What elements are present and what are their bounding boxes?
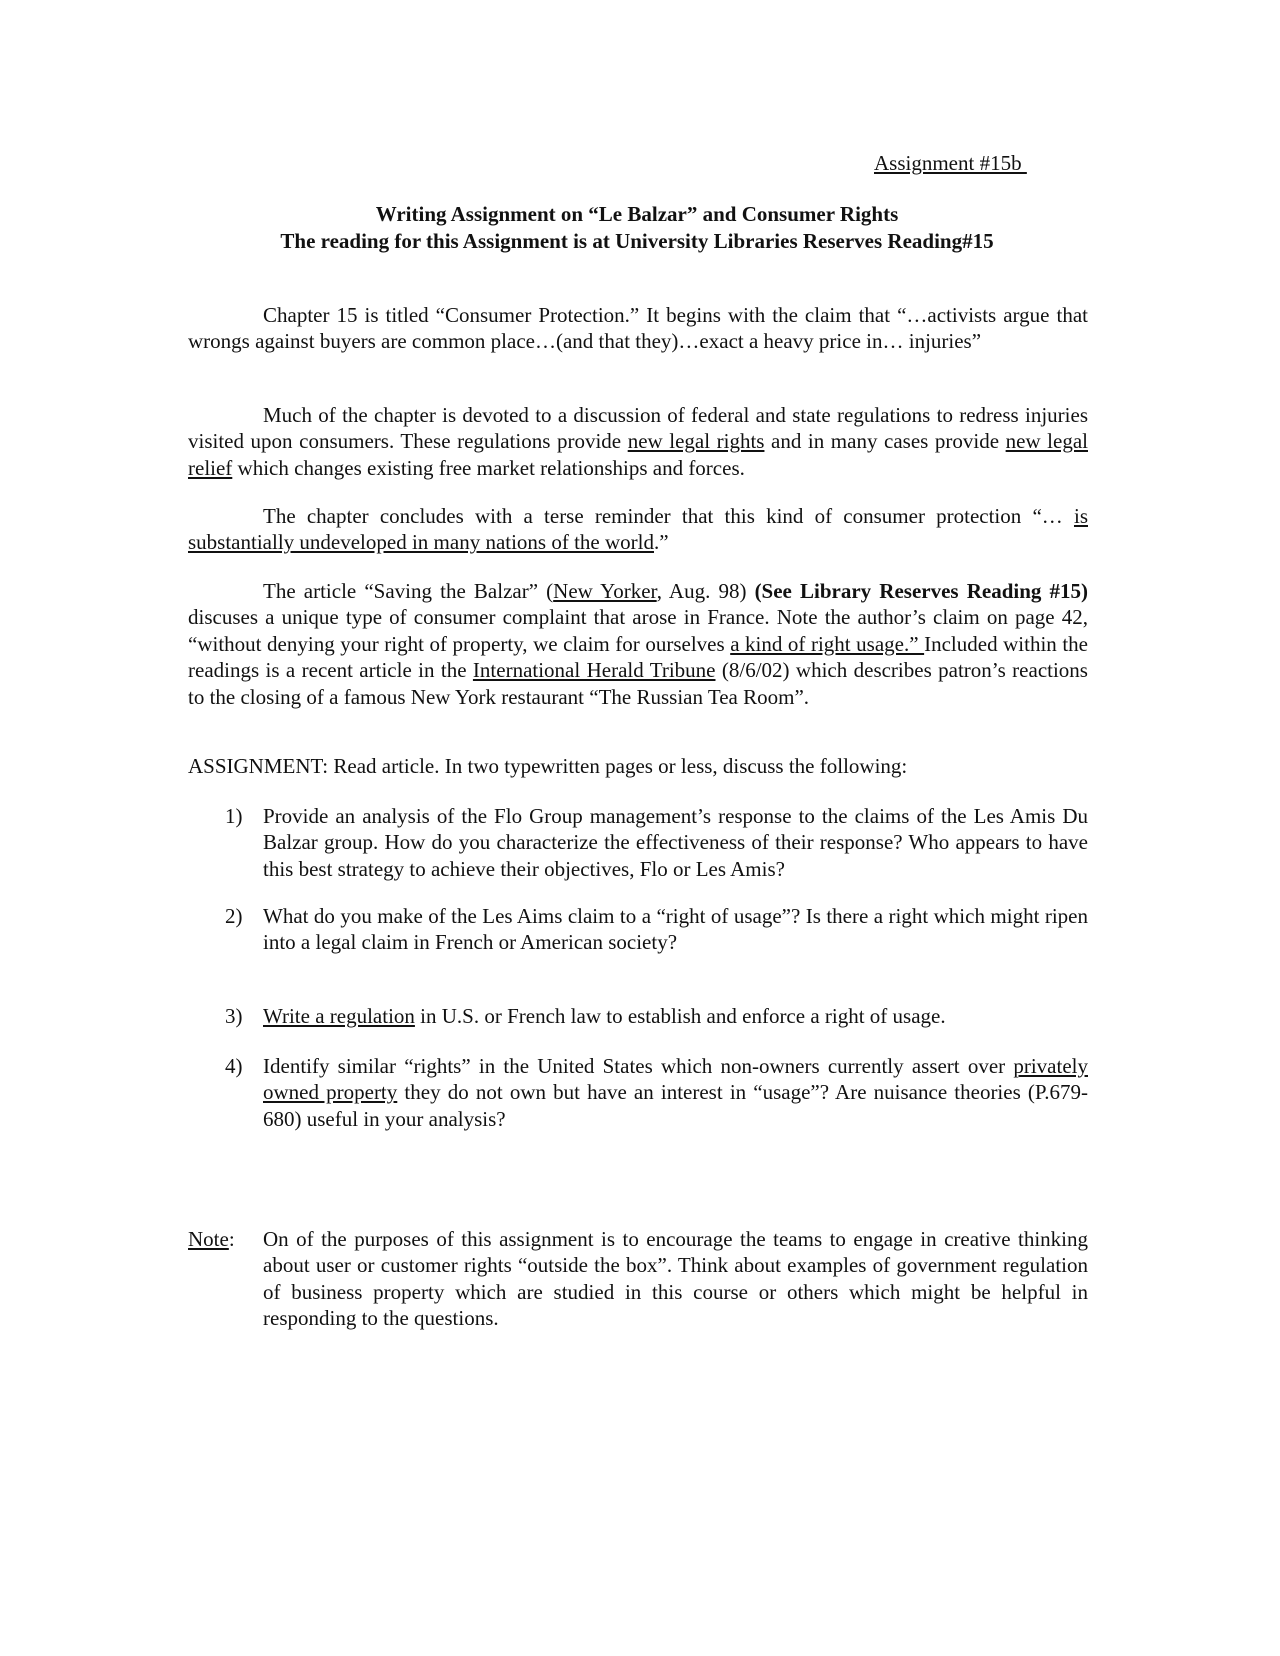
text-segment: which changes existing free market relationships and forces. [232, 455, 745, 480]
underlined-phrase: Write a regulation [263, 1004, 415, 1028]
text-segment: discuses a unique type of consumer complaint that arose in France. Note the author’s claim on page 42, “without denying your right of property, we claim for ourselves [188, 605, 1088, 656]
underlined-phrase: new legal relief [188, 429, 1088, 480]
note-text: On of the purposes of this assignment is to encourage the teams to engage in creative thinking about user or customer rights “outside the box”. Think about examples of government regulation of business property which are studied in this course or others which might be helpful in responding to the questions. [263, 1227, 1088, 1331]
note-colon: : [228, 1227, 235, 1251]
underlined-phrase: new legal rights [627, 429, 765, 454]
title-line-2: The reading for this Assignment is at University Libraries Reserves Reading#15 [280, 229, 994, 253]
title-line-1: Writing Assignment on “Le Balzar” and Consumer Rights [375, 202, 899, 226]
text-segment: .” [654, 530, 669, 555]
text-segment: they do not own but have an interest in “usage”? Are nuisance theories (P.679-680) useful in your analysis? [263, 1080, 1088, 1131]
question-number: 4) [225, 1054, 243, 1078]
paragraph-article [188, 578, 1088, 710]
text-segment: in U.S. or French law to establish and enforce a right of usage. [414, 1004, 946, 1028]
question-text [263, 1053, 1088, 1132]
question-number: 1) [225, 804, 243, 828]
underlined-phrase: is substantially undeveloped in many nations of the world [188, 504, 1088, 555]
paragraph-regulations [188, 402, 1088, 481]
note-label-text: Note [188, 1227, 229, 1251]
document-title [186, 201, 1088, 255]
underlined-phrase: New Yorker [553, 579, 657, 603]
paragraph-assignment: ASSIGNMENT: Read article. In two typewritten pages or less, discuss the following: [188, 754, 908, 778]
bold-phrase: (See Library Reserves Reading #15) [754, 579, 1088, 603]
text-segment: (8/6/02) which describes patron’s reactions to the closing of a famous New York restaurant “The Russian Tea Room”. [188, 658, 1088, 709]
text-segment: Much of the chapter is devoted to a discussion of federal and state regulations to redress injuries visited upon consumers. These regulations provide [188, 403, 1088, 454]
text-segment: and in many cases provide [764, 429, 1006, 454]
paragraph-conclusion [188, 503, 1088, 556]
question-text: Provide an analysis of the Flo Group management’s response to the claims of the Les Amis Du Balzar group. How do you characterize the effectiveness of their response? Who appears to have this best strategy to achieve their objectives, Flo or Les Amis? [263, 804, 1088, 881]
text-segment: , Aug. 98) [656, 579, 755, 603]
underlined-phrase: owned property [263, 1080, 398, 1105]
assignment-number: Assignment #15b [874, 151, 1027, 175]
question-number: 2) [225, 904, 243, 928]
underlined-phrase: International Herald Tribune [472, 658, 716, 683]
text-segment: The article “Saving the Balzar” ( [263, 579, 554, 603]
note-label [188, 1226, 235, 1252]
question-text: What do you make of the Les Aims claim to a “right of usage”? Is there a right which might ripen into a legal claim in French or American society? [263, 904, 1088, 955]
text-segment: Identify similar “rights” in the United States which non-owners currently assert over [263, 1054, 1014, 1078]
underlined-phrase: privately [1013, 1054, 1088, 1078]
underlined-phrase: a kind of right usage.” [730, 631, 925, 656]
text-segment: The chapter concludes with a terse reminder that this kind of consumer protection “… [263, 504, 1074, 528]
question-text [263, 1003, 1088, 1029]
question-number: 3) [225, 1004, 243, 1028]
paragraph-chapter-intro: Chapter 15 is titled “Consumer Protection.” It begins with the claim that “…activists argue that wrongs against buyers are common place…(and that they)…exact a heavy price in… injuries” [188, 303, 1088, 354]
text-segment: Included within the readings is a recent article in the [188, 631, 1088, 683]
